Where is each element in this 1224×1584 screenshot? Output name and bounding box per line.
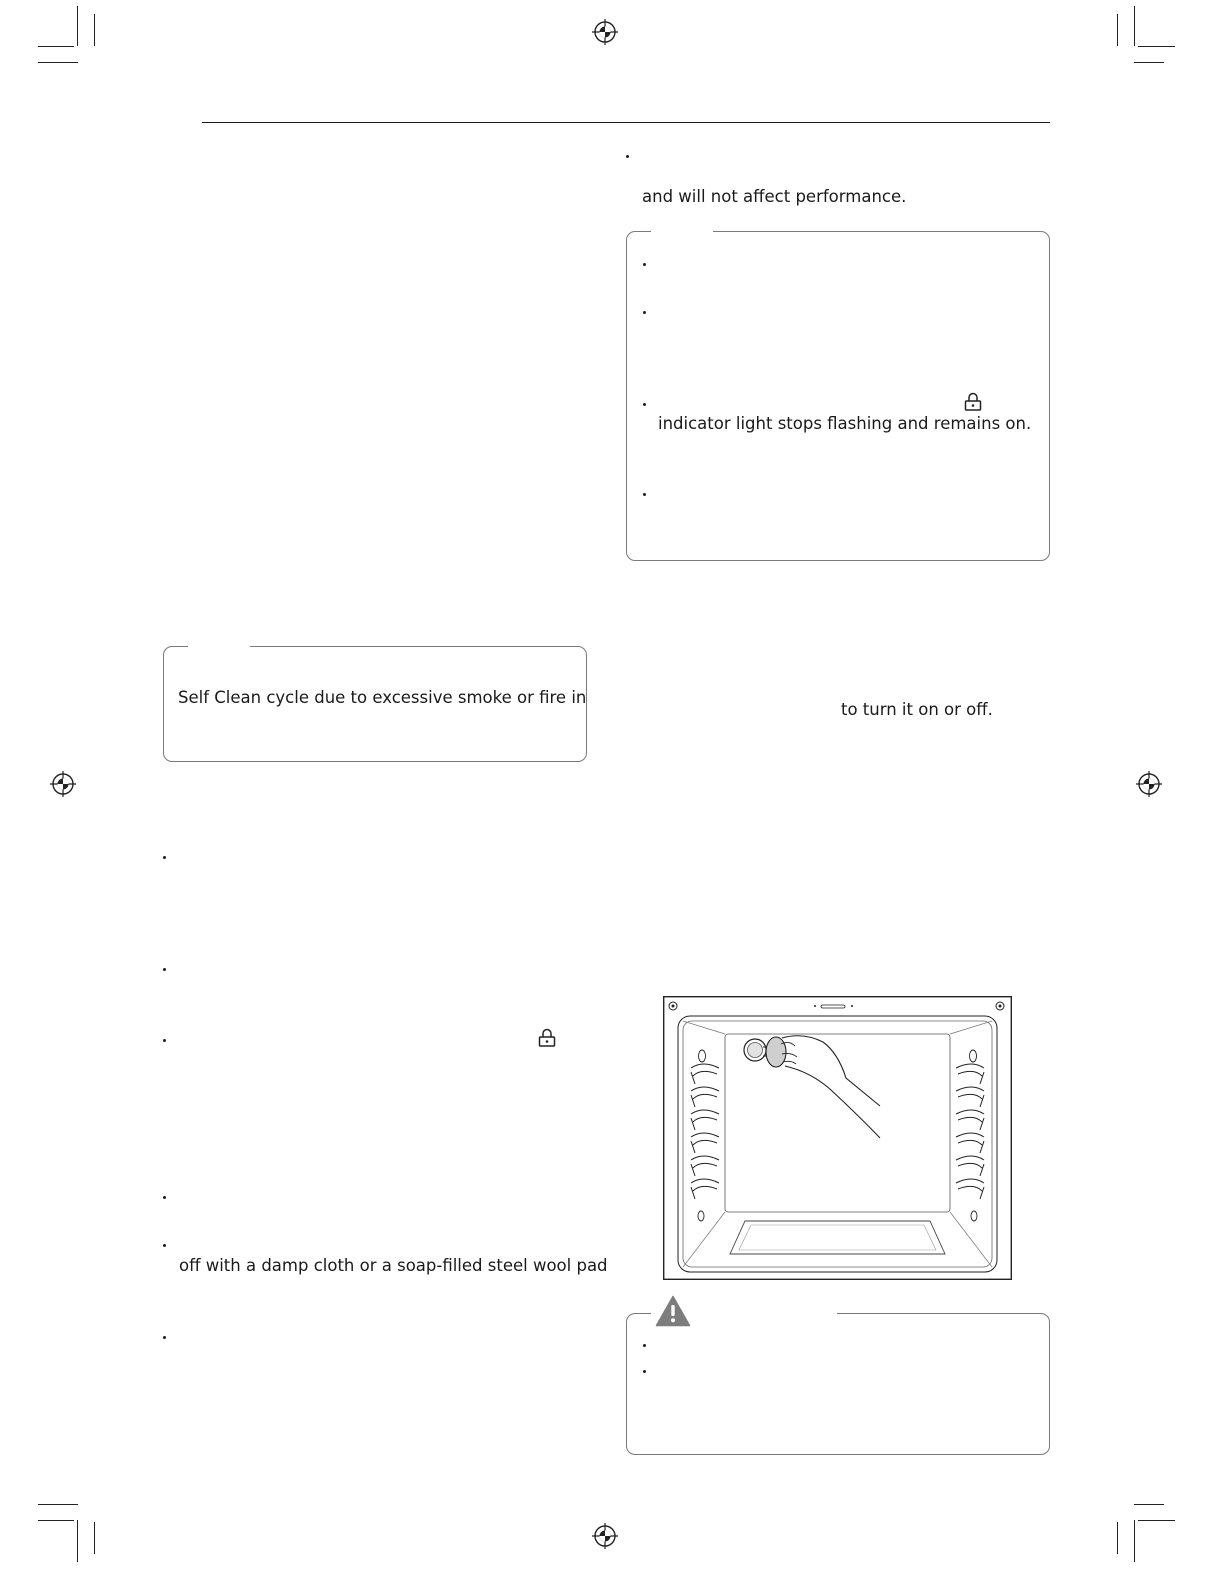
crop-mark [38, 46, 74, 47]
crop-mark [77, 1520, 78, 1562]
bullet [643, 493, 646, 496]
registration-mark-icon [592, 19, 618, 45]
crop-mark [38, 62, 78, 63]
lock-icon [536, 1027, 558, 1049]
header-rule [202, 122, 1050, 123]
bullet [163, 1039, 166, 1042]
light-toggle-text: to turn it on or off. [841, 700, 993, 719]
note-box-right [626, 231, 1050, 561]
note-box-label-gap [188, 644, 250, 648]
bullet [643, 403, 646, 406]
crop-mark [1138, 1520, 1175, 1521]
bullet [643, 1344, 646, 1347]
lock-icon [962, 391, 984, 413]
bullet [163, 1336, 166, 1339]
bullet [163, 856, 166, 859]
bullet [643, 311, 646, 314]
note-box-label-gap [651, 229, 713, 233]
cleaning-instruction-text: off with a damp cloth or a soap-filled steel wool pad [179, 1256, 608, 1275]
crop-mark [38, 1520, 74, 1521]
bullet [163, 1244, 166, 1247]
bullet [163, 1196, 166, 1199]
registration-mark-icon [1136, 771, 1162, 797]
crop-mark [1134, 6, 1135, 46]
bullet [626, 155, 629, 158]
crop-mark [1134, 1504, 1164, 1505]
crop-mark [1117, 14, 1118, 46]
note-lock-indicator-text: indicator light stops flashing and remains on. [658, 414, 1032, 433]
registration-mark-icon [592, 1523, 618, 1549]
crop-mark [1134, 1520, 1135, 1562]
crop-mark [94, 1522, 95, 1554]
caution-box [626, 1313, 1050, 1455]
crop-mark [38, 1504, 78, 1505]
crop-mark [1138, 46, 1175, 47]
registration-mark-icon [50, 771, 76, 797]
bullet [643, 263, 646, 266]
crop-mark [1134, 62, 1164, 63]
crop-mark [77, 6, 78, 46]
crop-mark [1117, 1522, 1118, 1554]
warning-triangle-icon [655, 1295, 691, 1327]
top-right-text: and will not affect performance. [642, 187, 907, 206]
bullet [643, 1370, 646, 1373]
note-self-clean-text: Self Clean cycle due to excessive smoke or fire in [178, 688, 587, 707]
oven-interior-illustration [663, 996, 1012, 1280]
crop-mark [94, 14, 95, 46]
bullet [163, 968, 166, 971]
